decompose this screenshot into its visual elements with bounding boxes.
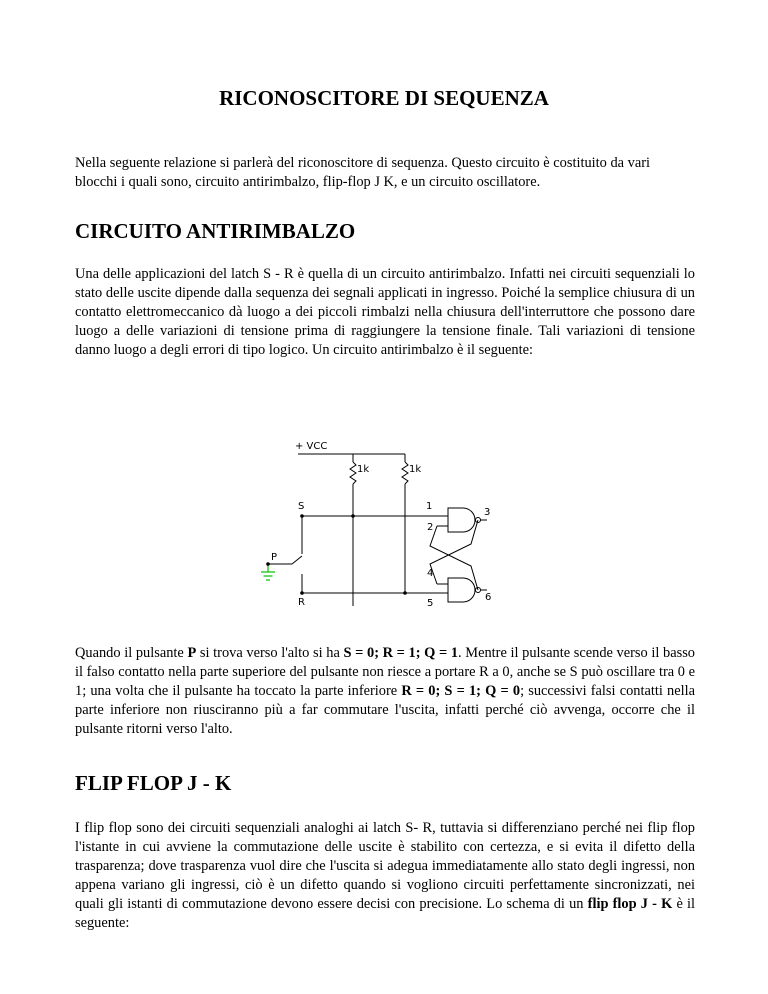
pin-2-label: 2 [427,522,434,533]
antirimbalzo-circuit-diagram [255,436,525,606]
antirimbalzo-explanation: Quando il pulsante P si trova verso l'alto si ha S = 0; R = 1; Q = 1. Mentre il pulsante scende verso il basso il falso contatto nella parte superiore del pulsante non riesce a portare R a 0, anche se S può oscillare tra 0 e 1; una volta che il pulsante ha toccato la parte inferiore R = 0; S = 1; Q = 0; successivi falsi contatti nella parte inferiore non riusciranno più a far commutare l'uscita, infatti perché ciò avvenga, occorre che il pulsante ritorni verso l'alto. [75,645,695,737]
pin-1-label: 1 [426,501,433,512]
p-label: P [271,552,278,563]
pin-5-label: 5 [427,598,434,606]
bold-state-1: S = 0; R = 1; Q = 1 [343,645,459,661]
pin-3-label: 3 [484,507,491,518]
resistor-2 [402,462,408,484]
ground-icon [261,564,275,580]
resistor-1 [350,462,356,484]
nand-gate-2 [448,578,475,602]
switch-p [292,556,302,564]
bold-p: P [187,645,197,661]
pin-4-label: 4 [427,568,434,579]
nand-gate-1 [448,508,475,532]
antirimbalzo-paragraph: Una delle applicazioni del latch S - R è quella di un circuito antirimbalzo. Infatti nei circuiti sequenziali lo stato delle uscite dipende dalla sequenza dei segnali applicati in ingresso. Poiché la semplice chiusura di un contatto elettromeccanico dà luogo a dei piccoli rimbalzi nella chiusura dell'interruttore che possono dare luogo a delle variazioni di tensione prima di raggiungere la tensione finale. Tali variazioni di tensione danno luogo a degli errori di tipo logico. Un circuito antirimbalzo è il seguente: [75,266,695,358]
vcc-label: + VCC [295,441,328,452]
pin-6-label: 6 [485,592,492,603]
section-heading-antirimbalzo: CIRCUITO ANTIRIMBALZO [75,219,356,243]
s-label: S [298,501,305,512]
section-heading-flipflop: FLIP FLOP J - K [75,771,232,795]
bold-flipflop: flip flop J - K [587,896,673,912]
r-label: R [298,597,305,606]
resistor-2-label: 1k [409,464,422,475]
bold-state-2: R = 0; S = 1; Q = 0 [401,683,521,699]
flipflop-paragraph: I flip flop sono dei circuiti sequenziali analoghi ai latch S- R, tuttavia si differenziano perché nei flip flop l'istante in cui avviene la commutazione delle uscite è stabilito con certezza, e si evita il difetto della trasparenza; dove trasparenza vuol dire che l'uscita si adegua immediatamente allo stato degli ingressi, non appena variano gli ingressi, ciò è un difetto quando si vogliono circuiti perfettamente sincronizzati, nei quali gli istanti di commutazione devono essere decisi con precisione. Lo schema di un flip flop J - K è il seguente: [75,820,695,931]
intro-paragraph: Nella seguente relazione si parlerà del riconoscitore di sequenza. Questo circuito è costituito da vari blocchi i quali sono, circuito antirimbalzo, flip-flop J K, e un circuito oscillatore. [75,155,651,190]
resistor-1-label: 1k [357,464,370,475]
document-title: RICONOSCITORE DI SEQUENZA [219,86,549,110]
